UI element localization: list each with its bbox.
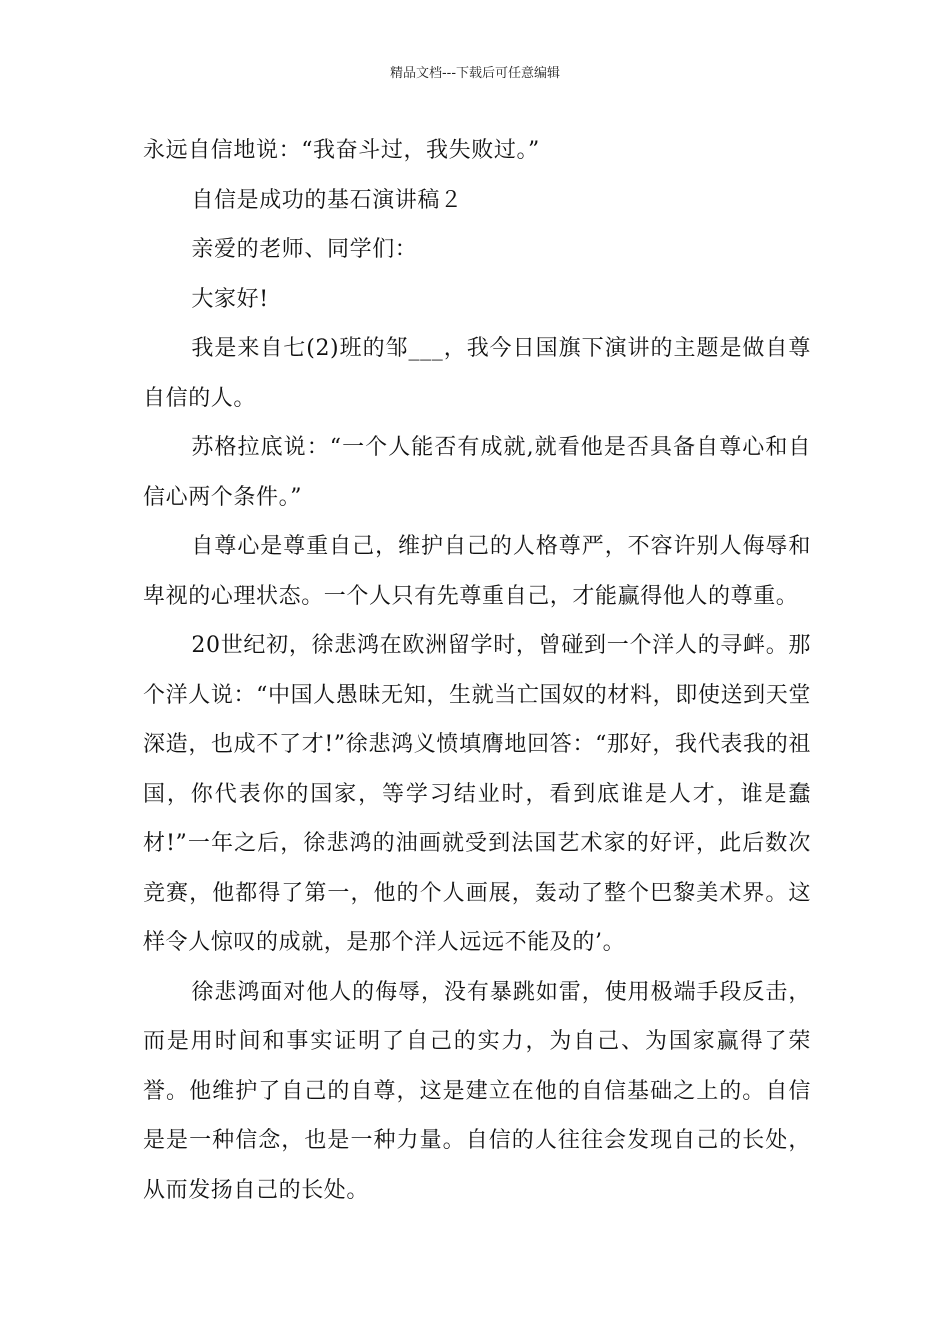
paragraph: 20世纪初，徐悲鸿在欧洲留学时，曾碰到一个洋人的寻衅。那个洋人说：“中国人愚昧无知，生就当亡国奴的材料，即使送到天堂深造，也成不了才!”徐悲鸿义愤填膺地回答：“那好，我代表我的祖国，你代表你的国家，等学习结业时，看到底谁是人才，谁是蠢材!”一年之后，徐悲鸿的油画就受到法国艺术家的好评，此后数次竞赛，他都得了第一，他的个人画展，轰动了整个巴黎美术界。这样令人惊叹的成就，是那个洋人远远不能及的’。 (143, 633, 811, 955)
paragraph: 自尊心是尊重自己，维护自己的人格尊严，不容许别人侮辱和卑视的心理状态。一个人只有先尊重自己，才能赢得他人的尊重。 (143, 534, 811, 609)
page-header: 精品文档---下载后可任意编辑 (389, 66, 561, 81)
document-body (143, 126, 811, 1215)
speech-title: 自信是成功的基石演讲稿２ (191, 187, 463, 213)
paragraph: 徐悲鸿面对他人的侮辱，没有暴跳如雷，使用极端手段反击，而是用时间和事实证明了自己的实力，为自己、为国家赢得了荣誉。他维护了自己的自尊，这是建立在他的自信基础之上的。自信是是一种信念，也是一种力量。自信的人往往会发现自己的长处，从而发扬自己的长处。 (143, 979, 811, 1203)
paragraph: 我是来自七(2)班的邹___，我今日国旗下演讲的主题是做自尊自信的人。 (143, 336, 811, 411)
paragraph-continuation: 永远自信地说：“我奋斗过，我失败过。” (143, 138, 540, 163)
paragraph: 苏格拉底说：“一个人能否有成就,就看他是否具备自尊心和自信心两个条件。” (143, 435, 811, 510)
greeting: 大家好! (191, 286, 269, 312)
salutation: 亲爱的老师、同学们： (191, 237, 418, 262)
